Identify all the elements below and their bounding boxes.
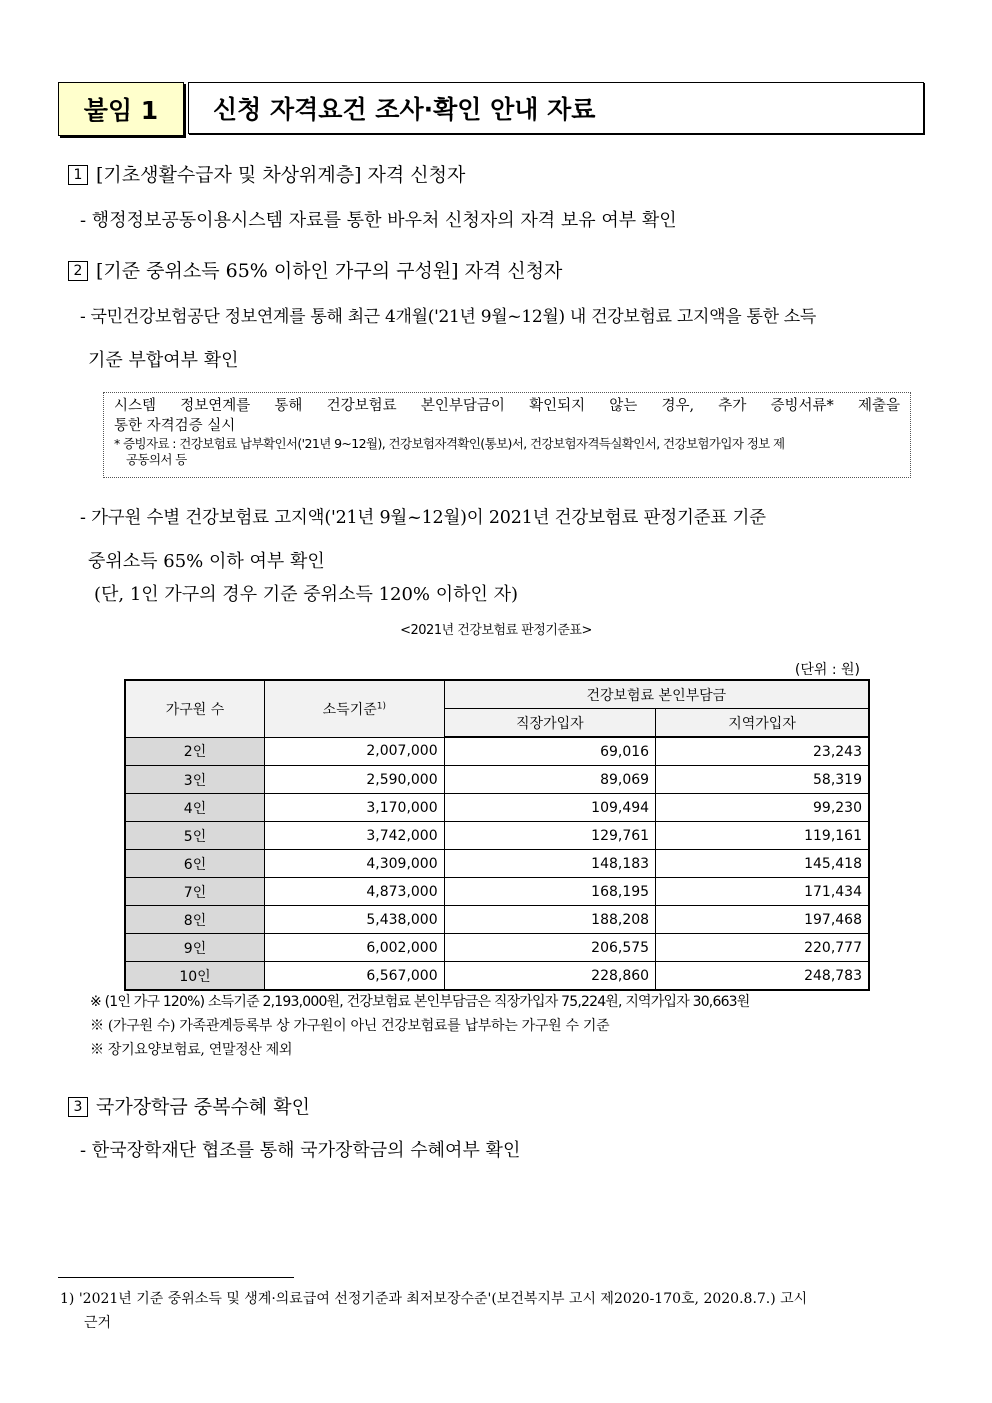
cell-regional-premium: 145,418	[656, 850, 869, 878]
cell-regional-premium: 248,783	[656, 962, 869, 991]
header-employee	[444, 709, 655, 738]
note-line-3: * 증빙자료 : 건강보험료 납부확인서('21년 9~12월), 건강보험자격확인(통보)서, 건강보험자격득실확인서, 건강보험가입자 정보 제	[114, 436, 785, 451]
table-unit: (단위 : 원)	[794, 662, 860, 678]
cell-employee-premium: 228,860	[444, 962, 655, 991]
page-title	[188, 82, 924, 134]
cell-income-criteria: 3,170,000	[265, 794, 445, 822]
cell-employee-premium: 69,016	[444, 737, 655, 766]
cell-regional-premium: 220,777	[656, 934, 869, 962]
attachment-badge	[58, 82, 184, 136]
header-premium	[444, 680, 869, 709]
cell-household-size: 7인	[125, 878, 265, 906]
table-note-2: ※ (가구원 수) 가족관계등록부 상 가구원이 아닌 건강보험료를 납부하는 가구원 수 기준	[90, 1018, 610, 1034]
header-regional	[656, 709, 869, 738]
cell-income-criteria: 4,873,000	[265, 878, 445, 906]
footnote-line-2: 근거	[84, 1315, 112, 1331]
cell-regional-premium: 58,319	[656, 766, 869, 794]
table-caption: <2021년 건강보험료 판정기준표>	[400, 623, 592, 638]
cell-income-criteria: 5,438,000	[265, 906, 445, 934]
cell-employee-premium: 188,208	[444, 906, 655, 934]
cell-income-criteria: 2,590,000	[265, 766, 445, 794]
note-line-4: 공동의서 등	[126, 452, 187, 467]
section-3-bullet: - 한국장학재단 협조를 통해 국가장학금의 수혜여부 확인	[80, 1140, 521, 1161]
header-household-size-label: 가구원 수	[165, 701, 225, 718]
verification-note-box	[103, 392, 911, 478]
cell-employee-premium: 206,575	[444, 934, 655, 962]
table-row	[125, 962, 869, 991]
table-row	[125, 934, 869, 962]
footnote	[60, 1287, 940, 1335]
cell-employee-premium: 148,183	[444, 850, 655, 878]
table-row	[125, 794, 869, 822]
section-2-bullet-2b: 중위소득 65% 이하 여부 확인	[88, 551, 325, 572]
cell-income-criteria: 4,309,000	[265, 850, 445, 878]
section-3-number: 3	[68, 1097, 88, 1117]
section-2-title: [기준 중위소득 65% 이하인 가구의 구성원] 자격 신청자	[96, 260, 563, 282]
section-2-number: 2	[68, 261, 88, 281]
cell-employee-premium: 129,761	[444, 822, 655, 850]
section-3-heading	[68, 1092, 310, 1119]
attachment-badge-label: 붙임 1	[83, 96, 159, 125]
section-2-bullet-1a: - 국민건강보험공단 정보연계를 통해 최근 4개월('21년 9월~12월) 내 건강보험료 고지액을 통한 소득	[80, 307, 817, 327]
table-row	[125, 737, 869, 766]
section-1-title: [기초생활수급자 및 차상위계층] 자격 신청자	[96, 164, 466, 186]
header-income-criteria	[265, 680, 445, 737]
note-line-2: 통한 자격검증 실시	[114, 418, 236, 434]
section-1-heading	[68, 160, 465, 187]
cell-regional-premium: 171,434	[656, 878, 869, 906]
cell-regional-premium: 119,161	[656, 822, 869, 850]
premium-criteria-table	[124, 679, 870, 991]
section-2-bullet-2a: - 가구원 수별 건강보험료 고지액('21년 9월~12월)이 2021년 건강보험료 판정기준표 기준	[80, 508, 766, 528]
cell-income-criteria: 2,007,000	[265, 737, 445, 766]
page-title-text: 신청 자격요건 조사·확인 안내 자료	[213, 95, 596, 124]
header-household-size	[125, 680, 265, 737]
cell-household-size: 4인	[125, 794, 265, 822]
header-premium-label: 건강보험료 본인부담금	[586, 687, 727, 704]
section-2-bullet-2c: (단, 1인 가구의 경우 기준 중위소득 120% 이하인 자)	[94, 584, 519, 605]
section-2-heading	[68, 256, 562, 283]
cell-income-criteria: 6,002,000	[265, 934, 445, 962]
table-note-1: ※ (1인 가구 120%) 소득기준 2,193,000원, 건강보험료 본인부담금은 직장가입자 75,224원, 지역가입자 30,663원	[90, 994, 750, 1010]
header-regional-label: 지역가입자	[728, 715, 796, 732]
table-row	[125, 906, 869, 934]
footnote-divider	[58, 1277, 294, 1278]
cell-regional-premium: 23,243	[656, 737, 869, 766]
cell-regional-premium: 99,230	[656, 794, 869, 822]
footnote-line-1: 1) '2021년 기준 중위소득 및 생계·의료급여 선정기준과 최저보장수준'(보건복지부 고시 제2020-170호, 2020.8.7.) 고시	[60, 1291, 808, 1307]
cell-income-criteria: 6,567,000	[265, 962, 445, 991]
cell-regional-premium: 197,468	[656, 906, 869, 934]
section-3-title: 국가장학금 중복수혜 확인	[96, 1096, 310, 1118]
cell-household-size: 9인	[125, 934, 265, 962]
section-1-number: 1	[68, 165, 88, 185]
cell-employee-premium: 168,195	[444, 878, 655, 906]
header-income-criteria-label: 소득기준	[322, 701, 377, 718]
table-row	[125, 850, 869, 878]
cell-household-size: 8인	[125, 906, 265, 934]
table-notes	[90, 990, 750, 1062]
cell-income-criteria: 3,742,000	[265, 822, 445, 850]
cell-household-size: 5인	[125, 822, 265, 850]
cell-employee-premium: 89,069	[444, 766, 655, 794]
cell-household-size: 2인	[125, 737, 265, 766]
footnote-ref: 1)	[376, 701, 387, 712]
table-row	[125, 766, 869, 794]
cell-employee-premium: 109,494	[444, 794, 655, 822]
cell-household-size: 3인	[125, 766, 265, 794]
table-row	[125, 822, 869, 850]
cell-household-size: 6인	[125, 850, 265, 878]
header-employee-label: 직장가입자	[516, 715, 584, 732]
section-2-bullet-1b: 기준 부합여부 확인	[88, 350, 239, 371]
note-line-1: 시스템 정보연계를 통해 건강보험료 본인부담금이 확인되지 않는 경우, 추가 증빙서류* 제출을	[114, 398, 900, 414]
cell-household-size: 10인	[125, 962, 265, 991]
table-row	[125, 878, 869, 906]
table-note-3: ※ 장기요양보험료, 연말정산 제외	[90, 1042, 293, 1058]
section-1-bullet: - 행정정보공동이용시스템 자료를 통한 바우처 신청자의 자격 보유 여부 확인	[80, 210, 677, 231]
